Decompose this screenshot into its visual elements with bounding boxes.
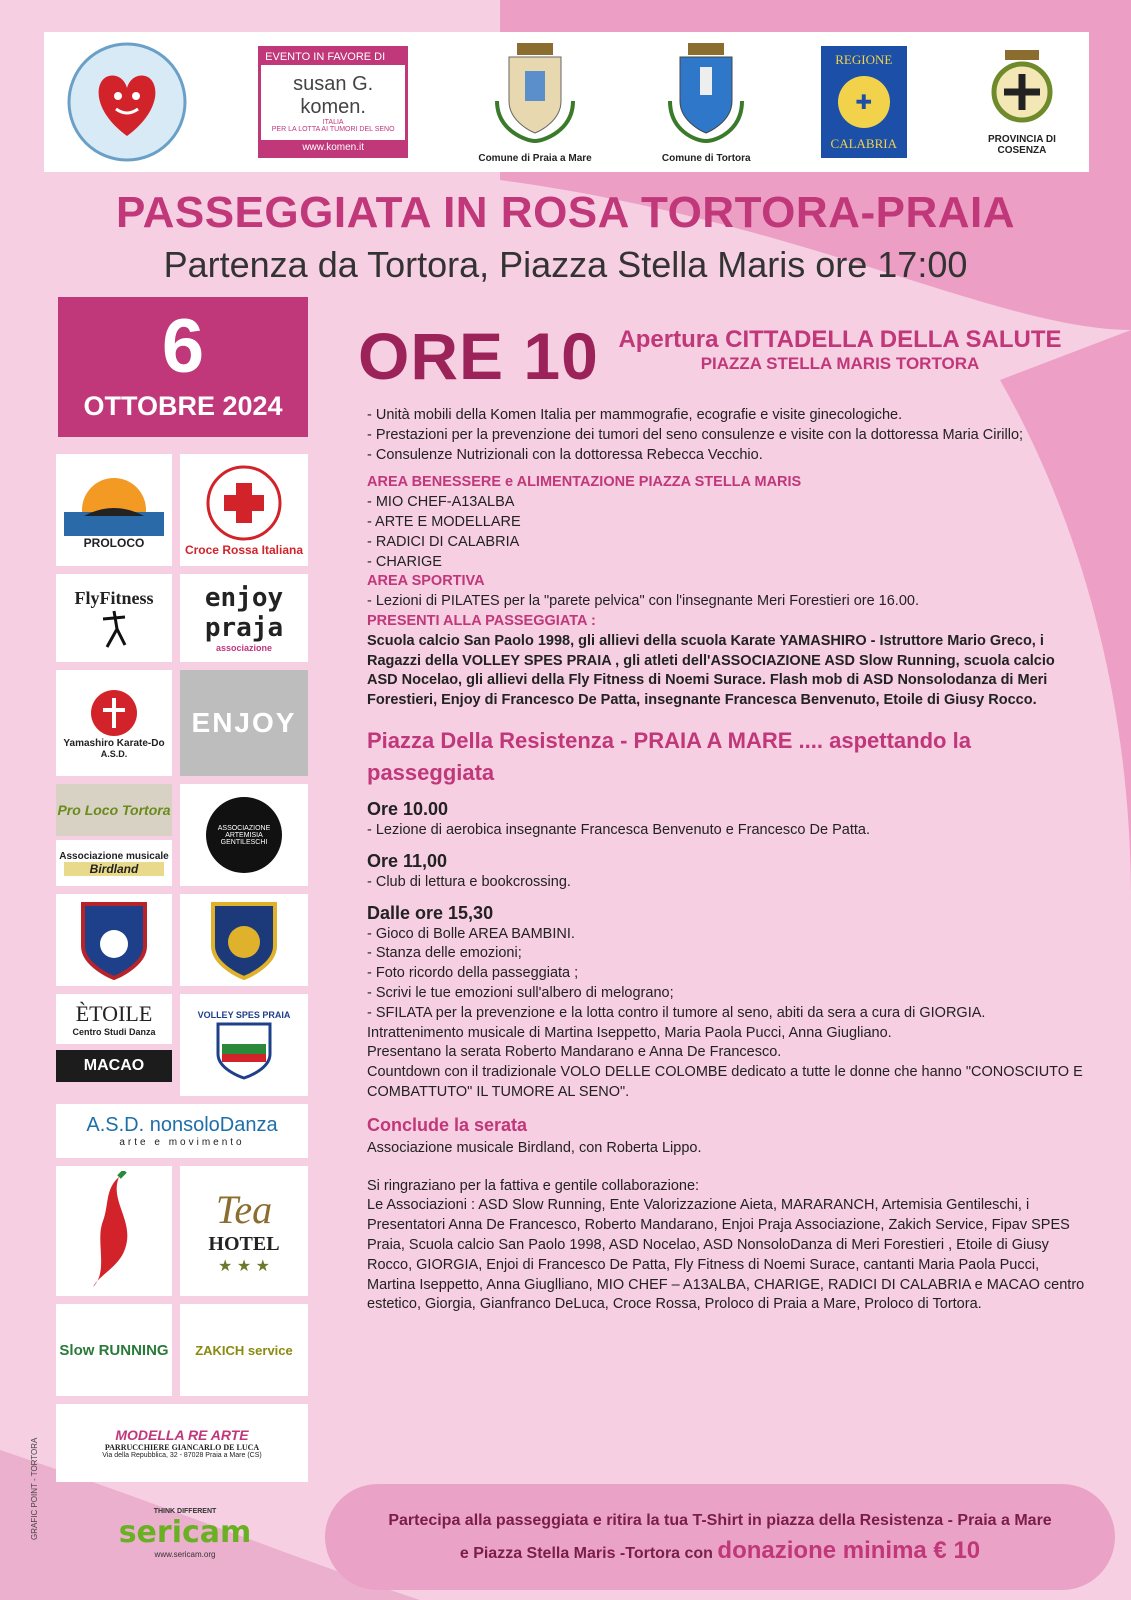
associazione-onlus-logo <box>66 41 188 163</box>
tortora-caption: Comune di Tortora <box>661 152 751 164</box>
ore-10-heading: ORE 10 <box>358 319 599 393</box>
macao-logo <box>56 1050 172 1082</box>
enjoy-label: ENJOY <box>191 707 297 738</box>
birdland-sub: Birdland <box>64 862 164 876</box>
program-content <box>367 406 1087 1315</box>
komen-top-label: EVENTO IN FAVORE DI <box>261 49 405 65</box>
cosenza-caption: PROVINCIA DI COSENZA <box>987 134 1056 156</box>
page-subtitle: Partenza da Tortora, Piazza Stella Maris ore 17:00 <box>163 244 968 285</box>
yamashiro-logo <box>56 670 172 776</box>
enjoy-praja-logo <box>180 574 308 662</box>
dalle-item-4: - Scrivi le tue emozioni sull'albero di melograno; <box>367 984 674 1001</box>
presentano-text: Presentano la serata Roberto Mandarano e Anna De Francesco. <box>367 1044 782 1061</box>
radici-calabria-logo <box>56 1166 172 1296</box>
sericam-logo <box>90 1508 280 1580</box>
nocelao-shield-icon <box>79 900 149 980</box>
tea-hotel-sub: HOTEL <box>208 1233 280 1255</box>
praia-crest-icon <box>487 41 583 149</box>
flyfitness-label: FlyFitness <box>74 587 154 608</box>
sunset-icon <box>64 470 164 536</box>
dalle-item-3: - Foto ricordo della passeggiata ; <box>367 965 579 982</box>
intro-2: - Prestazioni per la prevenzione dei tumori del seno consulenze e visite con la dottoressa Maria Cirillo; <box>367 426 1024 443</box>
modellarte-sub: PARRUCCHIERE GIANCARLO DE LUCA <box>104 1443 260 1452</box>
area-sportiva-title: AREA SPORTIVA <box>367 573 485 590</box>
karate-icon <box>89 688 139 738</box>
calabria-cross-icon: ✚ <box>838 76 890 128</box>
nonsolodanza-sub: arte e movimento <box>119 1137 245 1148</box>
tortora-crest-icon <box>666 41 746 149</box>
donation-amount: donazione minima € 10 <box>717 1536 981 1564</box>
praia-crest <box>478 41 591 164</box>
volley-spes-label: VOLLEY SPES PRAIA <box>197 1010 291 1020</box>
macao-label: MACAO <box>83 1057 145 1074</box>
cosenza-crest-icon <box>987 48 1057 130</box>
date-month: OTTOBRE 2024 <box>83 391 283 421</box>
ore-1100-text: - Club di lettura e bookcrossing. <box>367 873 571 890</box>
ore-1000-text: - Lezione di aerobica insegnante Francesca Benvenuto e Francesco De Patta. <box>367 821 870 838</box>
proloco-tortora-logo <box>56 784 172 836</box>
yamashiro-sub: A.S.D. <box>100 748 128 759</box>
cosenza-crest <box>977 48 1067 156</box>
yamashiro-label: Yamashiro Karate-Do <box>63 737 165 749</box>
apertura-heading <box>600 326 1080 374</box>
chili-pepper-icon <box>79 1171 149 1291</box>
proloco-praia-logo <box>56 454 172 566</box>
tea-hotel-logo <box>180 1166 308 1296</box>
date-day: 6 <box>161 304 205 389</box>
modellarte-address: Via della Repubblica, 32 - 87028 Praia a Mare (CS) <box>102 1452 262 1459</box>
date-box <box>58 297 308 437</box>
nonsolodanza-logo <box>56 1104 308 1158</box>
etoile-logo <box>56 994 172 1044</box>
benessere-item-4: - CHARIGE <box>367 553 442 570</box>
apertura-line1: Apertura CITTADELLA DELLA SALUTE <box>618 326 1062 353</box>
san-paolo-logo <box>180 894 308 986</box>
etoile-sub: Centro Studi Danza <box>72 1027 156 1037</box>
grafic-credit: GRAFIC POINT - TORTORA <box>30 1437 39 1540</box>
ore-1100-heading: Ore 11,00 <box>367 850 448 871</box>
tea-hotel-label: Tea <box>215 1187 273 1232</box>
presenti-title: PRESENTI ALLA PASSEGGIATA : <box>367 612 596 629</box>
modellarte-logo <box>56 1404 308 1482</box>
intro-1: - Unità mobili della Komen Italia per mammografie, ecografie e visite ginecologiche. <box>367 407 903 423</box>
header-logos <box>44 32 1089 172</box>
dalle-item-1: - Gioco di Bolle AREA BAMBINI. <box>367 925 575 942</box>
croce-rossa-logo <box>180 454 308 566</box>
zakich-logo <box>180 1304 308 1396</box>
page-title: PASSEGGIATA IN ROSA TORTORA-PRAIA <box>116 188 1015 237</box>
enjoy-praja-label: enjoy praja <box>204 583 284 643</box>
croce-rossa-label: Croce Rossa Italiana <box>184 543 304 557</box>
piazza-resistenza-title: Piazza Della Resistenza - PRAIA A MARE .... aspettando la passeggiata <box>367 727 971 785</box>
lion-shield-icon <box>209 900 279 980</box>
komen-country: ITALIA <box>322 118 344 126</box>
countdown-text: Countdown con il tradizionale VOLO DELLE COLOMBE dedicato a tutte le donne che hanno "CONOSCIUTO E COMBATTUTO" IL TUMORE AL SENO". <box>367 1064 1083 1100</box>
calabria-logo <box>821 46 907 158</box>
presenti-text: Scuola calcio San Paolo 1998, gli allievi della scuola Karate YAMASHIRO - Istruttore Mario Greco, i Ragazzi della VOLLEY SPES PRAIA , gli atleti dell'ASSOCIAZIONE ASD Slow Running, scuola calcio ASD Nocelao, gli allievi della Fly Fitness di Noemi Surace. Flash mob di ASD Nonsolodanza di Meri Forestieri, Enjoy di Francesco De Patta, insegnante Francesca Benvenuto, Etoile di Giusy Rocco. <box>367 632 1055 709</box>
dalle-item-5: - SFILATA per la prevenzione e la lotta contro il tumore al seno, abiti da sera a cura di GIORGIA. <box>367 1004 986 1021</box>
ore-1000-heading: Ore 10.00 <box>367 798 449 819</box>
intrattenimento-text: Intrattenimento musicale di Martina Iseppetto, Maria Paola Pucci, Anna Giugliano. <box>367 1024 892 1041</box>
komen-logo <box>258 46 408 158</box>
area-sportiva-text: - Lezioni di PILATES per la "parete pelvica" con l'insegnante Meri Forestieri ore 16.00. <box>367 593 919 610</box>
nonsolodanza-label: A.S.D. nonsoloDanza <box>86 1114 278 1136</box>
flyfitness-logo <box>56 574 172 662</box>
komen-tagline: PER LA LOTTA AI TUMORI DEL SENO <box>271 125 395 133</box>
artemisia-badge: ASSOCIAZIONE ARTEMISIA GENTILESCHI <box>206 797 282 873</box>
dalle-heading: Dalle ore 15,30 <box>367 902 494 923</box>
volley-shield-icon <box>214 1020 274 1080</box>
dalle-item-2: - Stanza delle emozioni; <box>367 945 522 962</box>
donation-banner <box>325 1484 1115 1590</box>
dancer-icon <box>99 609 129 649</box>
nocelao-logo <box>56 894 172 986</box>
calabria-top: REGIONE <box>835 52 893 67</box>
praia-caption: Comune di Praia a Mare <box>478 152 592 164</box>
enjoy-praja-sub: associazione <box>215 643 273 653</box>
proloco-tortora-label: Pro Loco Tortora <box>57 802 171 818</box>
heart-hands-icon <box>66 41 188 163</box>
etoile-label: ÈTOILE <box>75 1001 153 1026</box>
area-benessere-title: AREA BENESSERE e ALIMENTAZIONE PIAZZA STELLA MARIS <box>367 474 802 491</box>
komen-brand: susan G. komen. <box>293 72 374 118</box>
tortora-crest <box>662 41 751 164</box>
think-different-label: THINK DIFFERENT <box>153 1508 217 1515</box>
intro-3: - Consulenze Nutrizionali con la dottoressa Rebecca Vecchio. <box>367 446 763 463</box>
volley-spes-logo <box>180 994 308 1096</box>
red-cross-icon <box>204 463 284 543</box>
benessere-item-1: - MIO CHEF-A13ALBA <box>367 494 515 511</box>
donation-line1: Partecipa alla passeggiata e ritira la tua T-Shirt in piazza della Resistenza - Praia a Mare <box>388 1511 1052 1529</box>
komen-url: www.komen.it <box>261 140 405 155</box>
slow-running-logo <box>56 1304 172 1396</box>
sericam-url: www.sericam.org <box>154 1550 216 1559</box>
artemisia-logo <box>180 784 308 886</box>
stars-icon: ★ ★ ★ <box>218 1258 270 1275</box>
enjoy-logo <box>180 670 308 776</box>
proloco-praia-label: PROLOCO <box>83 536 145 550</box>
donation-line2a: e Piazza Stella Maris -Tortora con <box>459 1544 713 1562</box>
slow-running-label: Slow RUNNING <box>59 1341 169 1359</box>
birdland-label: Associazione musicale <box>59 850 169 862</box>
modellarte-label: MODELLA RE ARTE <box>115 1427 249 1443</box>
conclude-text: Associazione musicale Birdland, con Roberta Lippo. <box>367 1139 702 1156</box>
calabria-bottom: CALABRIA <box>830 136 897 151</box>
birdland-logo <box>56 840 172 886</box>
associazioni-text: Le Associazioni : ASD Slow Running, Ente Valorizzazione Aieta, MARARANCH, Artemisia Gentileschi, i Presentatori Anna De Francesco, Roberto Mandarano, Enjoi Praja Associazione, Zakich Service, Fipav SPES Praia, Scuola calcio San Paolo 1998, ASD Nocelao, ASD NonsoloDanza di Meri Forestieri , Etoile di Giusy Rocco, GIORGIA, Enjoi di Francesco De Patta, Fly Fitness di Noemi Surace, cantanti Maria Paola Pucci, Martina Iseppetto, Anna Giuglliano, MIO CHEF – A13ALBA, CHARIGE, RADICI DI CALABRIA e MACAO centro estetico, Giorgia, Gianfranco DeLuca, Croce Rossa, Proloco di Praia a Mare, Proloco di Tortora. <box>367 1197 1085 1313</box>
conclude-title: Conclude la serata <box>367 1114 528 1135</box>
apertura-line2: PIAZZA STELLA MARIS TORTORA <box>700 354 980 373</box>
zakich-label: ZAKICH service <box>195 1342 293 1358</box>
benessere-item-2: - ARTE E MODELLARE <box>367 513 521 530</box>
benessere-item-3: - RADICI DI CALABRIA <box>367 533 520 550</box>
sericam-brand: sericam <box>118 1515 252 1550</box>
ringraziano-text: Si ringraziano per la fattiva e gentile collaborazione: <box>367 1177 700 1194</box>
